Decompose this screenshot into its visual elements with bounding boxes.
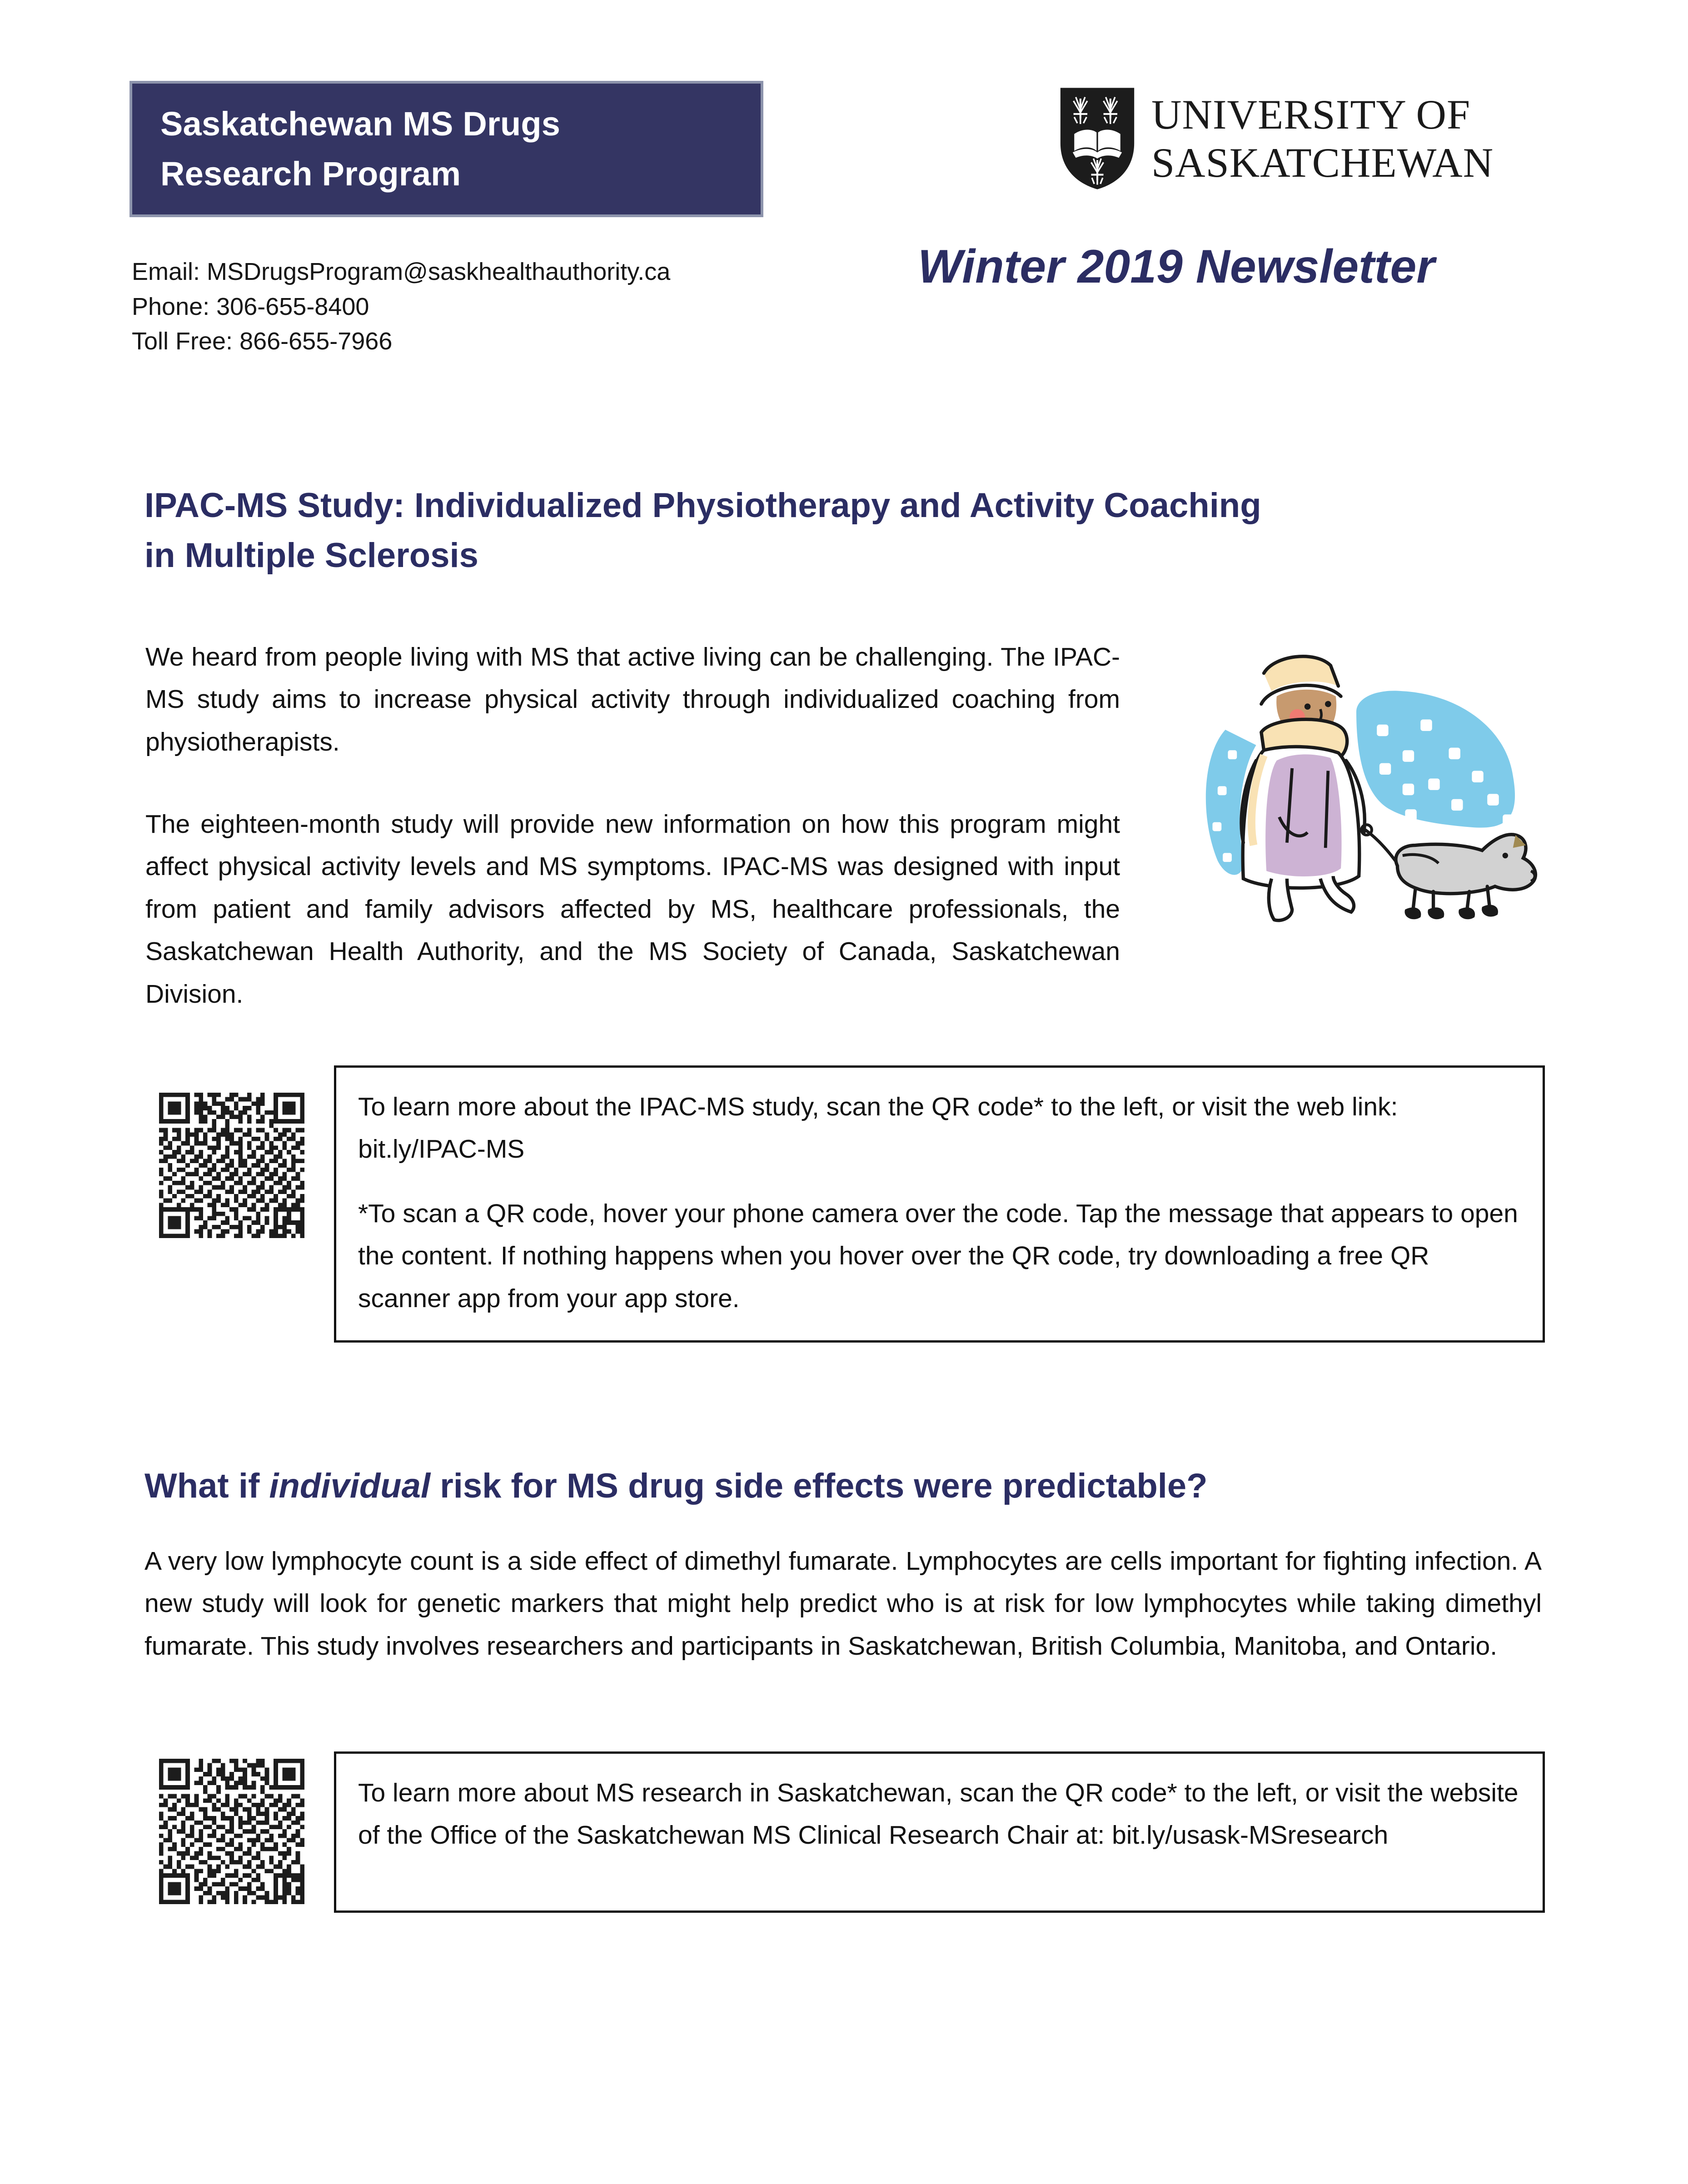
paragraph-ipac-details: The eighteen-month study will provide new information on how this program might affect physical activity levels and MS symptoms. IPAC-MS was designed with input from patient and family advisors affected by MS, healthcare professionals, the Saskatchewan Health Authority, and the MS Society of Canada, Saskatchewan Division. [145,810,1120,1009]
program-title-line-1: Saskatchewan MS Drugs [160,105,561,143]
section-heading-ipac-line-2: Coaching in Multiple Sclerosis [144,486,1261,575]
snow-blob-right [1356,691,1515,827]
university-logo [1059,82,1540,195]
contact-toll-free: Toll Free: 866-655-7966 [132,328,393,355]
section-heading-risk [144,1461,1530,1511]
program-title-banner [129,81,763,217]
contact-email: Email: MSDrugsProgram@saskhealthauthority.ca [132,258,671,285]
university-wordmark-line-1: UNIVERSITY OF [1151,91,1471,138]
contact-info-block [132,254,813,359]
paragraph-ipac-intro: We heard from people living with MS that active living can be challenging. The IPAC-MS study aims to increase physical activity through individualized coaching from physiotherapists. [145,642,1120,756]
section-heading-ipac-ms [144,481,1280,581]
university-wordmark-line-2: SASKATCHEWAN [1151,139,1494,186]
contact-phone: Phone: 306-655-8400 [132,293,369,320]
section-heading-risk-emphasis: individual [269,1467,431,1505]
qr-code-icon-ipac[interactable] [159,1093,304,1238]
section-heading-risk-suffix: risk for MS drug side effects were predictable? [430,1467,1208,1505]
qr-note-box-ipac [334,1065,1545,1343]
paragraph-risk-lymphocyte: A very low lymphocyte count is a side effect of dimethyl fumarate. Lymphocytes are cells important for fighting infection. A new study will look for genetic markers that might help predict who is at risk for low lymphocytes while taking dimethyl fumarate. This study involves researchers and participants in Saskatchewan, British Columbia, Manitoba, and Ontario. [144,1547,1542,1661]
university-wordmark [1151,91,1494,186]
qr-note-box-msresearch [334,1751,1545,1913]
qr-note-ipac-howto: *To scan a QR code, hover your phone camera over the code. Tap the message that appears to open the content. If nothing happens when you hover over the QR code, try downloading a free QR scanner app from your app store. [358,1199,1518,1313]
section-heading-risk-prefix: What if [144,1467,269,1505]
program-title-line-2: Research Program [160,155,461,193]
qr-code-icon-msresearch[interactable] [159,1759,304,1904]
newsletter-title: Winter 2019 Newsletter [918,240,1435,293]
qr-note-ipac-link: To learn more about the IPAC-MS study, scan the QR code* to the left, or visit the web link: bit.ly/IPAC-MS [358,1092,1398,1164]
dog-figure [1396,835,1535,920]
winter-walk-illustration [1163,627,1549,922]
section-heading-ipac-line-1: IPAC-MS Study: Individualized Physiotherapy and Activity [144,486,1095,525]
university-crest-icon [1059,86,1136,191]
qr-note-msresearch-link: To learn more about MS research in Saskatchewan, scan the QR code* to the left, or visit the website of the Office of the Saskatchewan MS Clinical Research Chair at: bit.ly/usask-MSresearch [358,1778,1519,1850]
